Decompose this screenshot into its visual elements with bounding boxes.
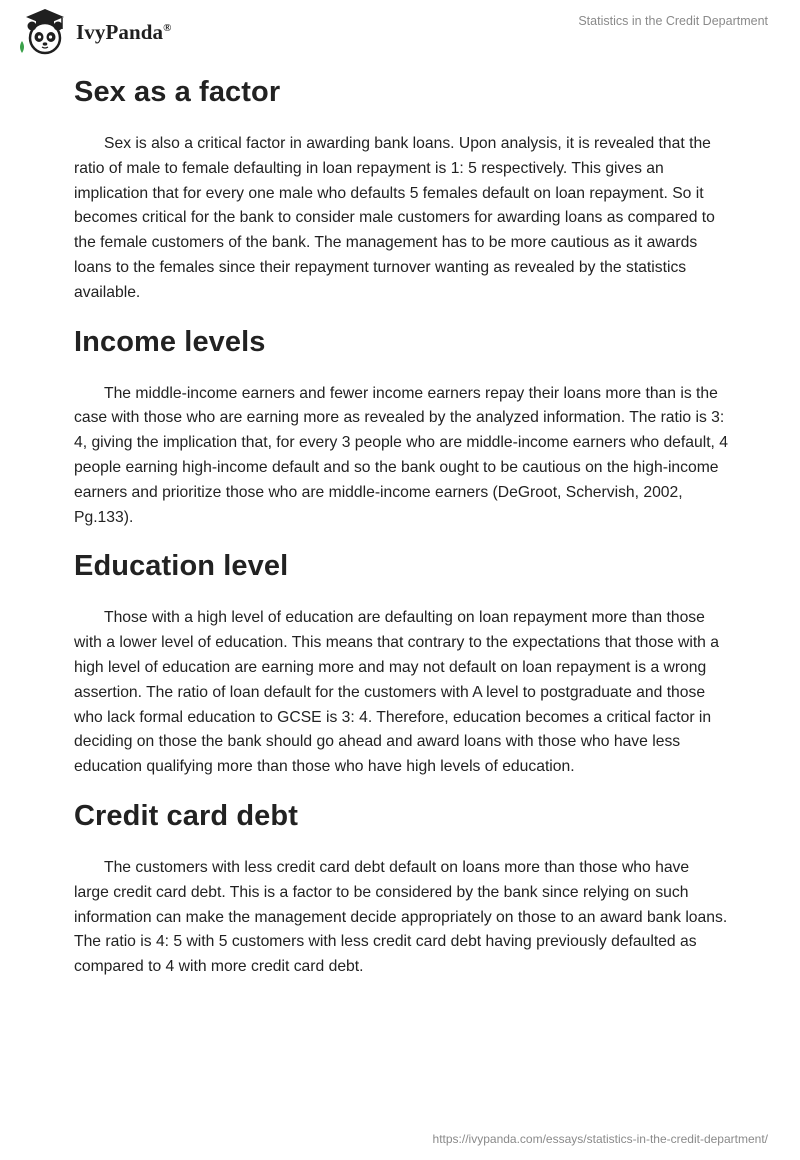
- brand-logo[interactable]: [14, 7, 172, 57]
- section-credit-card-debt: [74, 796, 728, 980]
- source-url[interactable]: https://ivypanda.com/essays/statistics-in-the-credit-department/: [432, 1132, 768, 1146]
- section-income-levels: [74, 322, 728, 531]
- section-paragraph: Sex is also a critical factor in awarding bank loans. Upon analysis, it is revealed that the ratio of male to female defaulting in loan repayment is 1: 5 respectively. This gives an implication that for every one male who defaults 5 females default on loan repayment. So it becomes critical for the bank to consider male customers for awarding loans as compared to the female customers of the bank. The management has to be more cautious as it awards loans to the females since their repayment turnover wanting as revealed by the statistics available.: [74, 135, 715, 301]
- registered-mark: ®: [163, 21, 172, 34]
- section-heading: Education level: [74, 550, 289, 583]
- page-header: [0, 0, 800, 60]
- section-paragraph: The customers with less credit card debt default on loans more than those who have large credit card debt. This is a factor to be considered by the bank since relying on such information can make the management decide appropriately on those to an award bank loans. The ratio is 4: 5 with 5 customers with less credit card debt having previously defaulted as compared to 4 with more credit card debt.: [74, 858, 728, 976]
- section-sex-as-a-factor: [74, 72, 728, 306]
- document-title: Statistics in the Credit Department: [578, 14, 768, 28]
- section-heading: Sex as a factor: [74, 76, 281, 108]
- panda-logo-icon: [14, 7, 76, 57]
- essay-content: [74, 70, 728, 980]
- section-education-level: [74, 546, 728, 780]
- section-heading: Credit card debt: [74, 799, 298, 832]
- brand-name: IvyPanda®: [76, 19, 172, 44]
- section-paragraph: Those with a high level of education are defaulting on loan repayment more than those with a lower level of education. This means that contrary to the expectations that those with a high level of education are earning more and may not default on loan repayment is a wrong assertion. The ratio of loan default for the customers with A level to postgraduate and those who lack formal education to GCSE is 3: 4. Therefore, education becomes a critical factor in deciding on those the bank should go ahead and award loans with those who have less education qualifying more than those who have high levels of education.: [74, 609, 719, 776]
- section-heading: Income levels: [74, 325, 266, 358]
- section-paragraph: The middle-income earners and fewer income earners repay their loans more than is the case with those who are earning more as revealed by the analyzed information. The ratio is 3: 4, giving the implication that, for every 3 people who are middle-income earners who default, 4 people earning high-income default and so the bank ought to be cautious on the high-income earners and prioritize those who are middle-income earners (DeGroot, Schervish, 2002, Pg.133).: [74, 384, 729, 526]
